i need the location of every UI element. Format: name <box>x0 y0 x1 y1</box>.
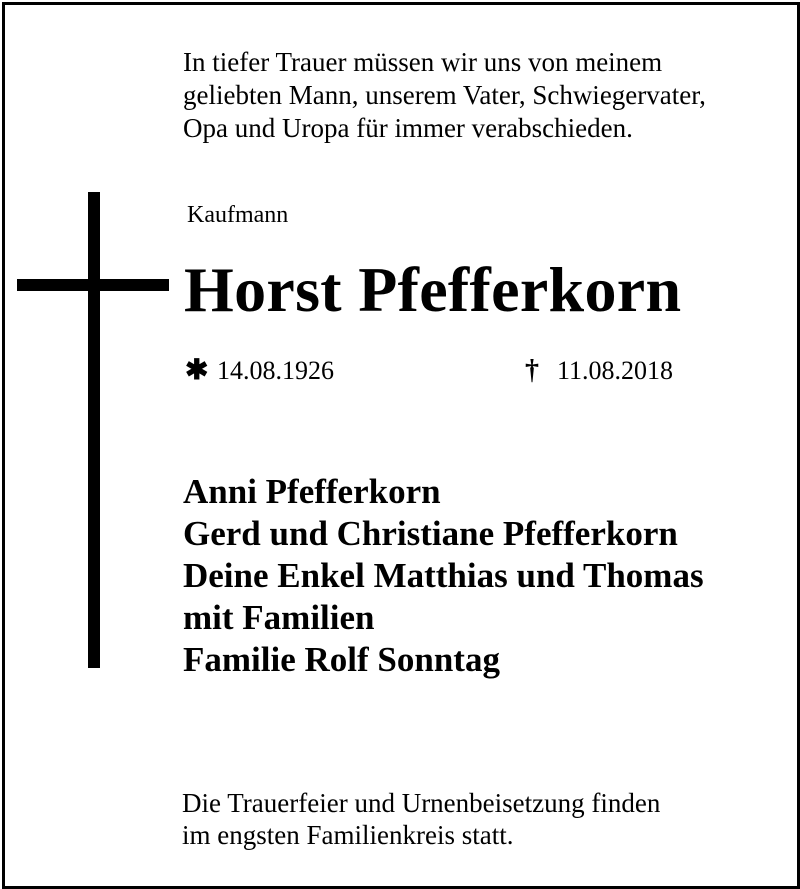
service-line: im engsten Familienkreis statt. <box>182 820 514 850</box>
mourner-line: Anni Pfefferkorn <box>183 472 441 511</box>
cross-icon-vertical <box>88 192 100 668</box>
intro-line: In tiefer Trauer müssen wir uns von meinem <box>183 47 663 77</box>
intro-line: geliebten Mann, unserem Vater, Schwiegervater, <box>183 80 706 110</box>
mourner-line: mit Familien <box>183 598 375 637</box>
mourner-line: Deine Enkel Matthias und Thomas <box>183 556 704 595</box>
death-date-row <box>525 355 673 387</box>
mourner-line: Gerd und Christiane Pfefferkorn <box>183 514 678 553</box>
birth-date-row <box>185 355 334 387</box>
intro-line: Opa und Uropa für immer verabschieden. <box>183 113 633 143</box>
death-date: 11.08.2018 <box>557 356 674 385</box>
service-info <box>182 787 660 851</box>
occupation: Kaufmann <box>187 202 289 228</box>
death-cross-icon: † <box>525 355 539 386</box>
mourners-list <box>183 471 704 681</box>
service-line: Die Trauerfeier und Urnenbeisetzung finden <box>182 788 661 818</box>
deceased-name: Horst Pfefferkorn <box>184 254 682 325</box>
cross-icon-horizontal <box>17 279 169 291</box>
mourner-line: Familie Rolf Sonntag <box>183 640 500 679</box>
intro-text <box>183 46 783 145</box>
birth-date: 14.08.1926 <box>217 356 334 385</box>
birth-star-icon: ✱ <box>185 355 209 386</box>
